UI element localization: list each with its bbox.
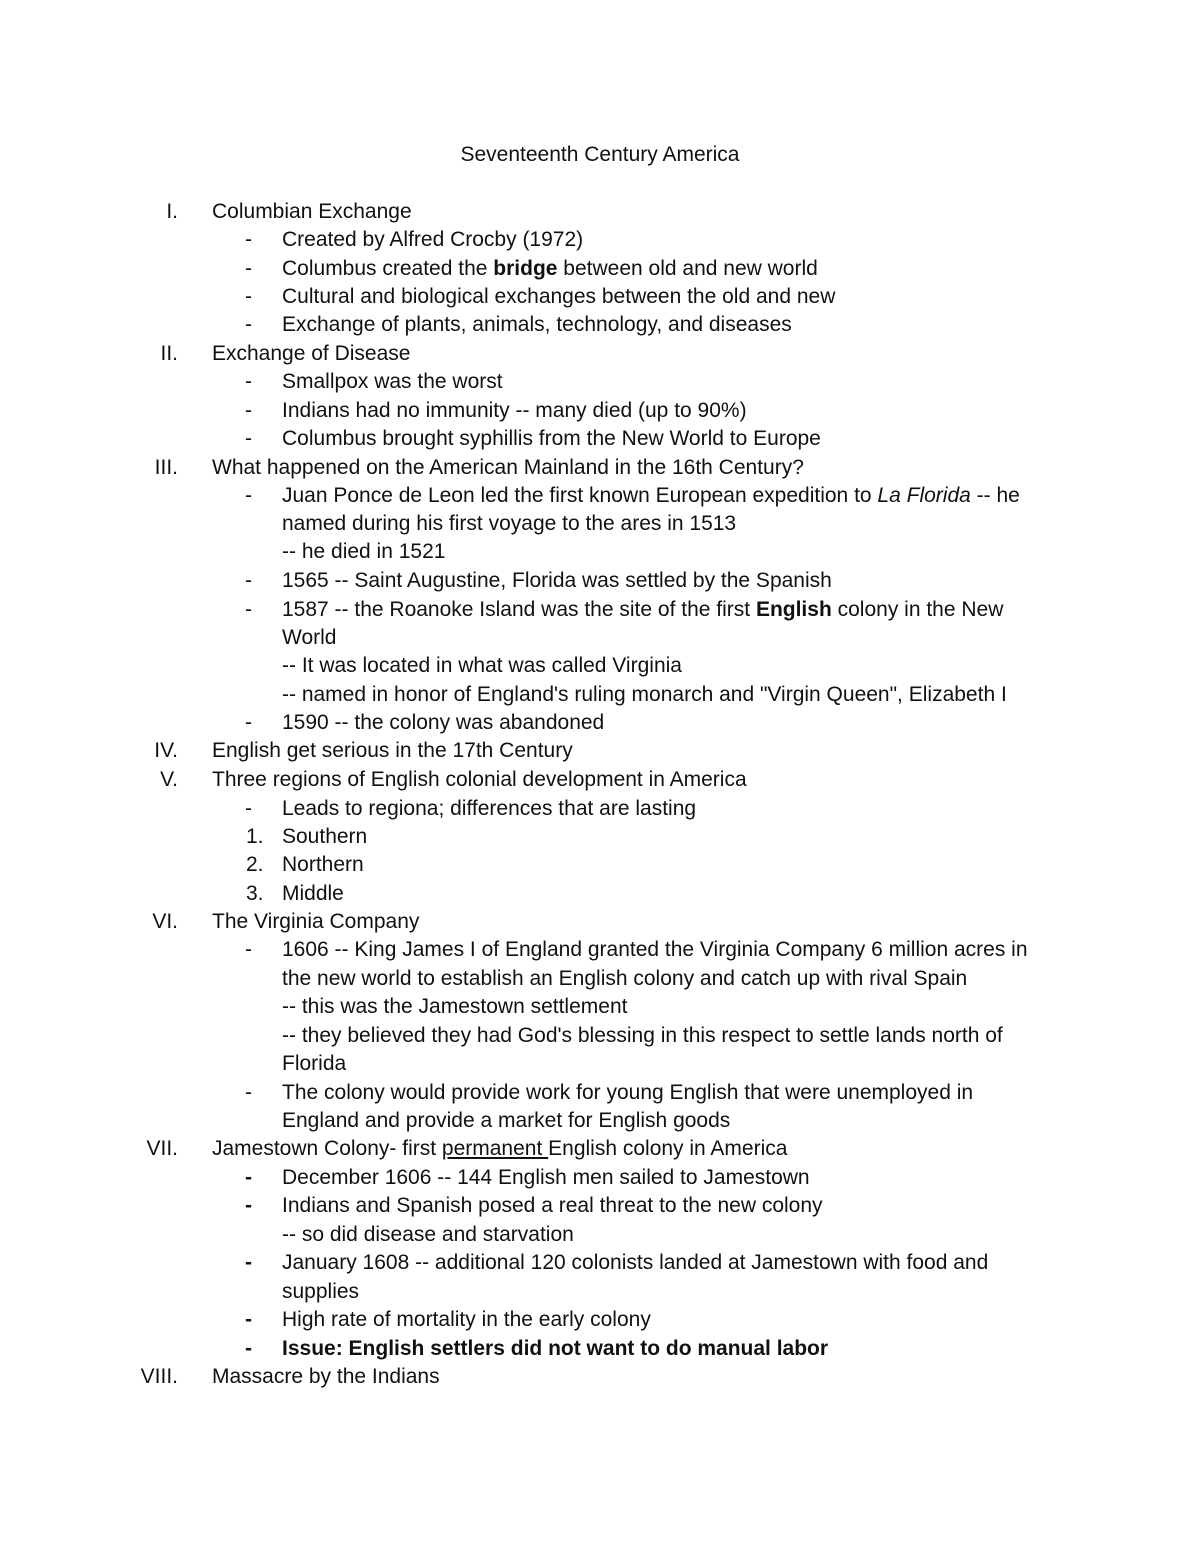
list-item-text: Columbus created the bridge between old and new world bbox=[282, 257, 818, 280]
roman-numeral: VII. bbox=[146, 1137, 178, 1160]
list-item-text: Indians had no immunity -- many died (up to 90%) bbox=[282, 399, 747, 422]
numbered-item bbox=[0, 823, 1200, 851]
list-item-continuation bbox=[0, 681, 1200, 709]
list-item-text: Columbus brought syphillis from the New World to Europe bbox=[282, 427, 821, 450]
bullet-dash: - bbox=[245, 1337, 252, 1360]
bullet-dash: - bbox=[245, 427, 252, 450]
section-heading bbox=[0, 766, 1200, 794]
section-heading-text: Jamestown Colony- first permanent English colony in America bbox=[212, 1137, 788, 1160]
roman-numeral: VI. bbox=[152, 910, 178, 933]
bullet-dash: - bbox=[245, 257, 252, 280]
bullet-dash: - bbox=[245, 569, 252, 592]
list-item-continuation bbox=[0, 1050, 1200, 1078]
list-item bbox=[0, 1249, 1200, 1277]
list-number: 1. bbox=[246, 825, 264, 848]
list-item-text: 1590 -- the colony was abandoned bbox=[282, 711, 605, 734]
bold-term: bridge bbox=[493, 257, 558, 280]
list-item bbox=[0, 936, 1200, 964]
bullet-dash: - bbox=[245, 313, 252, 336]
roman-numeral: III. bbox=[154, 456, 178, 479]
list-number: 3. bbox=[246, 882, 264, 905]
roman-numeral: I. bbox=[166, 200, 178, 223]
list-item-text: Southern bbox=[282, 825, 368, 848]
roman-numeral: VIII. bbox=[140, 1365, 178, 1388]
underlined-term: permanent bbox=[441, 1137, 549, 1160]
list-item-text: Indians and Spanish posed a real threat to the new colony bbox=[282, 1194, 823, 1217]
bullet-dash: - bbox=[245, 711, 252, 734]
list-item bbox=[0, 1306, 1200, 1334]
list-item-text: January 1608 -- additional 120 colonists landed at Jamestown with food and bbox=[282, 1251, 989, 1274]
list-item bbox=[0, 397, 1200, 425]
list-item-text: Florida bbox=[282, 1052, 347, 1075]
section-heading bbox=[0, 908, 1200, 936]
list-item-text: 1606 -- King James I of England granted the Virginia Company 6 million acres in bbox=[282, 938, 1028, 961]
list-item-text: Northern bbox=[282, 853, 364, 876]
italic-term: La Florida bbox=[877, 484, 971, 507]
bullet-dash: - bbox=[245, 1308, 252, 1331]
section-heading-text: Three regions of English colonial development in America bbox=[212, 768, 747, 791]
list-item-text: Cultural and biological exchanges between the old and new bbox=[282, 285, 836, 308]
list-item-continuation bbox=[0, 510, 1200, 538]
list-item-text: supplies bbox=[282, 1280, 360, 1303]
list-item-text: -- named in honor of England's ruling monarch and "Virgin Queen", Elizabeth I bbox=[282, 683, 1007, 706]
bullet-dash: - bbox=[245, 1081, 252, 1104]
list-item-text: High rate of mortality in the early colony bbox=[282, 1308, 651, 1331]
list-number: 2. bbox=[246, 853, 264, 876]
bold-term: English bbox=[755, 598, 832, 621]
list-item-text: Leads to regiona; differences that are lasting bbox=[282, 797, 697, 820]
list-item bbox=[0, 425, 1200, 453]
list-item bbox=[0, 567, 1200, 595]
list-item-text-bold: Issue: English settlers did not want to do manual labor bbox=[282, 1337, 829, 1360]
bullet-dash: - bbox=[245, 598, 252, 621]
section-heading-text: Columbian Exchange bbox=[212, 200, 412, 223]
section-heading bbox=[0, 340, 1200, 368]
list-item-text: Created by Alfred Crocby (1972) bbox=[282, 228, 584, 251]
roman-numeral: V. bbox=[160, 768, 178, 791]
section-heading-text: Massacre by the Indians bbox=[212, 1365, 440, 1388]
bullet-dash: - bbox=[245, 399, 252, 422]
list-item bbox=[0, 1164, 1200, 1192]
bullet-dash: - bbox=[245, 1194, 252, 1217]
list-item-continuation bbox=[0, 1022, 1200, 1050]
list-item-continuation bbox=[0, 965, 1200, 993]
bullet-dash: - bbox=[245, 228, 252, 251]
section-heading-text: English get serious in the 17th Century bbox=[212, 739, 573, 762]
list-item-continuation bbox=[0, 1221, 1200, 1249]
list-item-text: -- they believed they had God's blessing in this respect to settle lands north of bbox=[282, 1024, 1003, 1047]
list-item-continuation bbox=[0, 538, 1200, 566]
list-item bbox=[0, 311, 1200, 339]
list-item bbox=[0, 1192, 1200, 1220]
list-item-text: Middle bbox=[282, 882, 344, 905]
list-item-continuation bbox=[0, 993, 1200, 1021]
bullet-dash: - bbox=[245, 1166, 252, 1189]
section-heading-text: Exchange of Disease bbox=[212, 342, 411, 365]
list-item-text: -- so did disease and starvation bbox=[282, 1223, 574, 1246]
bullet-dash: - bbox=[245, 1251, 252, 1274]
bullet-dash: - bbox=[245, 484, 252, 507]
list-item-text: named during his first voyage to the ares in 1513 bbox=[282, 512, 737, 535]
section-heading bbox=[0, 454, 1200, 482]
list-item-text: -- It was located in what was called Virginia bbox=[282, 654, 682, 677]
list-item bbox=[0, 795, 1200, 823]
bullet-dash: - bbox=[245, 285, 252, 308]
section-heading bbox=[0, 198, 1200, 226]
list-item-text: -- he died in 1521 bbox=[282, 540, 446, 563]
bullet-dash: - bbox=[245, 370, 252, 393]
list-item-continuation bbox=[0, 1107, 1200, 1135]
list-item-text: Juan Ponce de Leon led the first known European expedition to La Florida -- he bbox=[282, 484, 1020, 507]
section-heading bbox=[0, 1135, 1200, 1163]
roman-numeral: IV. bbox=[154, 739, 178, 762]
list-item-continuation bbox=[0, 652, 1200, 680]
list-item-text: December 1606 -- 144 English men sailed to Jamestown bbox=[282, 1166, 810, 1189]
list-item-text: 1587 -- the Roanoke Island was the site of the first English colony in the New bbox=[282, 598, 1004, 621]
list-item bbox=[0, 226, 1200, 254]
list-item bbox=[0, 368, 1200, 396]
list-item-continuation bbox=[0, 624, 1200, 652]
section-heading bbox=[0, 1363, 1200, 1391]
list-item-text: Exchange of plants, animals, technology, and diseases bbox=[282, 313, 792, 336]
bullet-dash: - bbox=[245, 797, 252, 820]
list-item-text: World bbox=[282, 626, 337, 649]
list-item bbox=[0, 1079, 1200, 1107]
list-item-text: The colony would provide work for young English that were unemployed in bbox=[282, 1081, 974, 1104]
list-item-text: the new world to establish an English colony and catch up with rival Spain bbox=[282, 967, 968, 990]
list-item bbox=[0, 709, 1200, 737]
list-item bbox=[0, 255, 1200, 283]
list-item-text: England and provide a market for English goods bbox=[282, 1109, 731, 1132]
list-item-continuation bbox=[0, 1278, 1200, 1306]
list-item-text: 1565 -- Saint Augustine, Florida was settled by the Spanish bbox=[282, 569, 832, 592]
list-item bbox=[0, 482, 1200, 510]
list-item-text: Smallpox was the worst bbox=[282, 370, 503, 393]
section-heading bbox=[0, 737, 1200, 765]
numbered-item bbox=[0, 880, 1200, 908]
list-item bbox=[0, 283, 1200, 311]
list-item bbox=[0, 596, 1200, 624]
section-heading-text: The Virginia Company bbox=[212, 910, 420, 933]
numbered-item bbox=[0, 851, 1200, 879]
page-title: Seventeenth Century America bbox=[460, 143, 740, 166]
bullet-dash: - bbox=[245, 938, 252, 961]
list-item bbox=[0, 1335, 1200, 1363]
roman-numeral: II. bbox=[160, 342, 178, 365]
section-heading-text: What happened on the American Mainland in the 16th Century? bbox=[212, 456, 804, 479]
list-item-text: -- this was the Jamestown settlement bbox=[282, 995, 628, 1018]
